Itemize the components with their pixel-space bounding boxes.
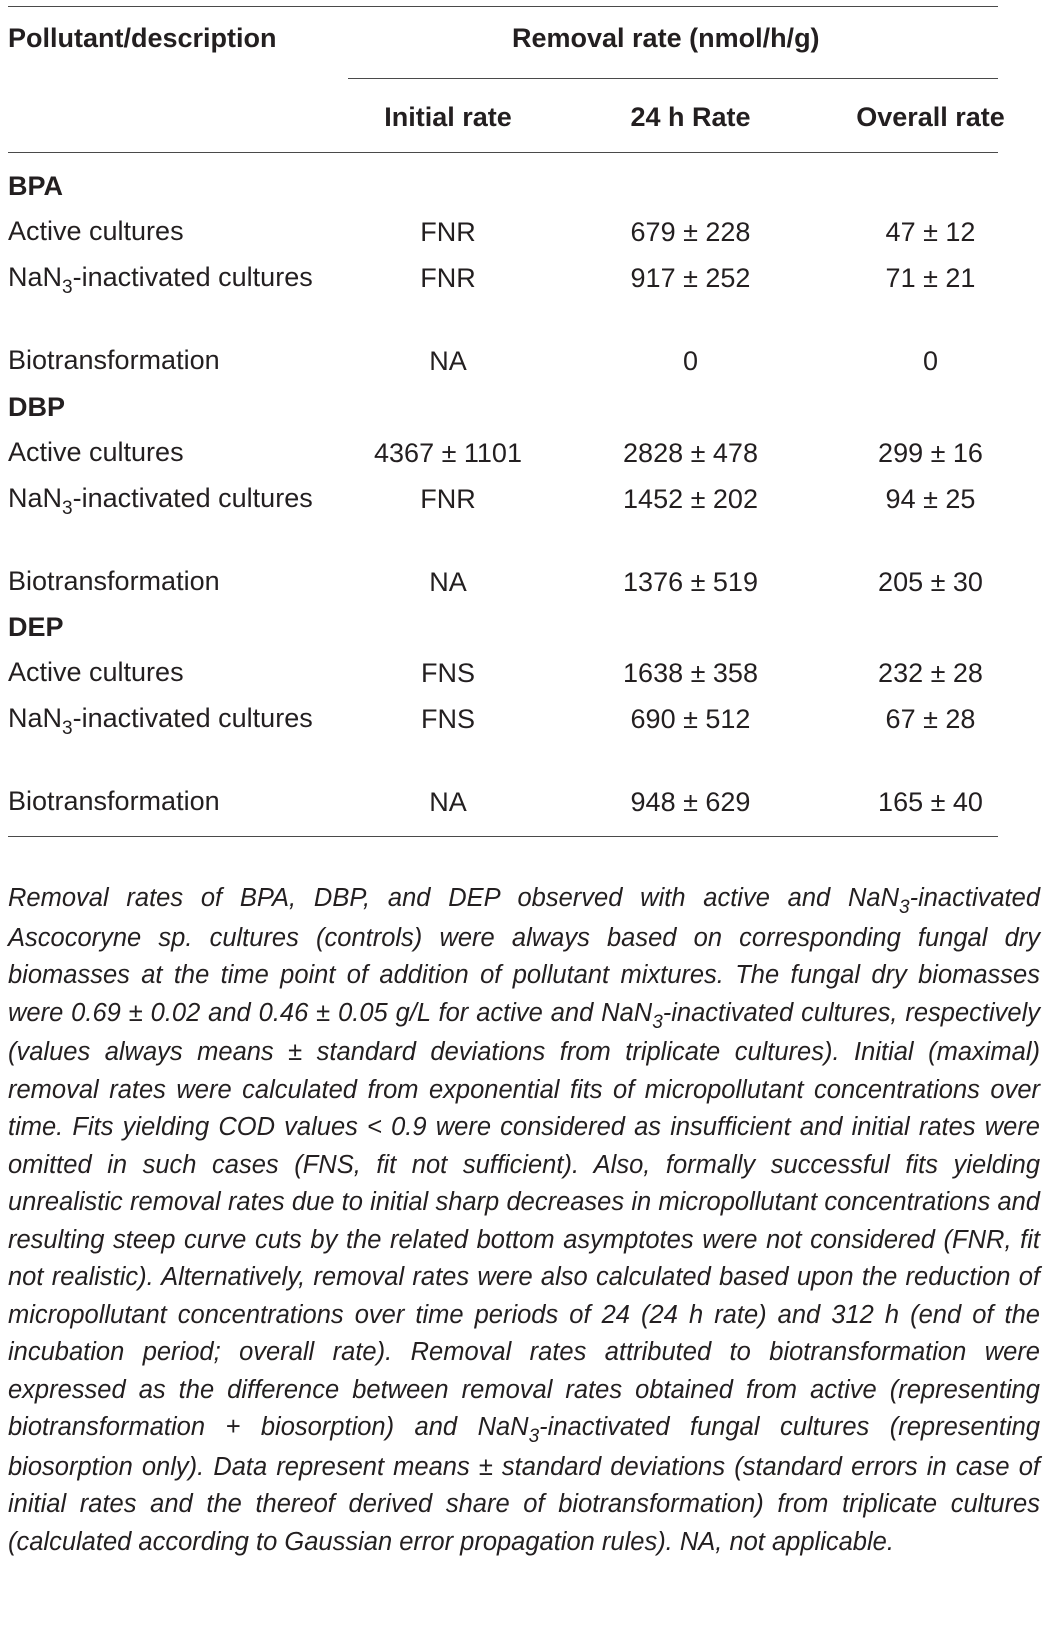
table-top-rule	[8, 6, 998, 7]
row-label: Biotransformation	[8, 566, 220, 596]
rate-24h-value: 690 ± 512	[630, 704, 751, 734]
group-row-bpa	[8, 166, 1038, 206]
initial-rate-value: NA	[429, 567, 467, 597]
overall-rate-value: 205 ± 30	[878, 567, 983, 597]
rate-24h-value: 1638 ± 358	[623, 658, 758, 688]
row-label: NaN$_3$-inactivated cultures	[8, 262, 313, 298]
initial-rate-value: FNR	[420, 263, 476, 293]
overall-rate-value: 232 ± 28	[878, 658, 983, 688]
table-row	[8, 562, 1038, 602]
rate-24h-value: 679 ± 228	[630, 217, 751, 247]
table-row	[8, 433, 1038, 473]
group-row-dbp	[8, 387, 1038, 427]
header-bottom-rule	[8, 152, 998, 153]
rate-24h-value: 0	[682, 346, 699, 376]
row-label: Active cultures	[8, 437, 184, 467]
rate-24h-value: 948 ± 629	[630, 787, 751, 817]
initial-rate-value: FNS	[421, 658, 475, 688]
column-header-pollutant: Pollutant/description	[8, 23, 277, 53]
group-label: DBP	[8, 392, 66, 422]
group-row-dep	[8, 607, 1038, 647]
initial-rate-value: FNR	[420, 484, 476, 514]
overall-rate-value: 0	[922, 346, 939, 376]
column-header-24h-rate: 24 h Rate	[630, 102, 751, 132]
overall-rate-value: 165 ± 40	[878, 787, 983, 817]
group-label: DEP	[8, 612, 64, 642]
rate-24h-value: 1376 ± 519	[623, 567, 758, 597]
table-row	[8, 258, 1038, 338]
rate-24h-value: 2828 ± 478	[623, 438, 758, 468]
overall-rate-value: 94 ± 25	[885, 484, 976, 514]
table-row	[8, 699, 1038, 779]
overall-rate-value: 67 ± 28	[885, 704, 976, 734]
table-row	[8, 341, 1038, 381]
table-bottom-rule	[8, 836, 998, 837]
row-label: Biotransformation	[8, 345, 220, 375]
column-header-initial-rate: Initial rate	[384, 102, 512, 132]
table-row	[8, 782, 1038, 822]
initial-rate-value: NA	[429, 787, 467, 817]
table-footnote: Removal rates of BPA, DBP, and DEP observed with active and NaN$_3$-inactivated Ascocoryne sp. cultures (controls) were always based on corresponding fungal dry biomasses at the time point of addition of pollutant mixtures. The fungal dry biomasses were 0.69 ± 0.02 and 0.46 ± 0.05 g/L for active and NaN$_3$-inactivated cultures, respectively (values always means ± standard deviations from triplicate cultures). Initial (maximal) removal rates were calculated from exponential fits of micropollutant concentrations over time. Fits yielding COD values < 0.9 were considered as insufficient and initial rates were omitted in such cases (FNS, fit not sufficient). Also, formally successful fits yielding unrealistic removal rates due to initial sharp decreases in micropollutant concentrations and resulting steep curve cuts by the related bottom asymptotes were not considered (FNR, fit not realistic). Alternatively, removal rates were also calculated based upon the reduction of micropollutant concentrations over time periods of 24 (24 h rate) and 312 h (end of the incubation period; overall rate). Removal rates attributed to biotransformation were expressed as the difference between removal rates obtained from active (representing biotransformation + biosorption) and NaN$_3$-inactivated fungal cultures (representing biosorption only). Data represent means ± standard deviations (standard errors in case of initial rates and the thereof derived share of biotransformation) from triplicate cultures (calculated according to Gaussian error propagation rules). NA, not applicable.	[8, 884, 1040, 1556]
initial-rate-value: FNS	[421, 704, 475, 734]
row-label: NaN$_3$-inactivated cultures	[8, 703, 313, 739]
overall-rate-value: 299 ± 16	[878, 438, 983, 468]
row-label: Biotransformation	[8, 786, 220, 816]
overall-rate-value: 47 ± 12	[885, 217, 976, 247]
group-header-rule	[348, 78, 998, 79]
row-label: NaN$_3$-inactivated cultures	[8, 483, 313, 519]
table-row	[8, 653, 1038, 693]
column-group-header-removal-rate: Removal rate (nmol/h/g)	[512, 23, 820, 53]
rate-24h-value: 1452 ± 202	[623, 484, 758, 514]
initial-rate-value: FNR	[420, 217, 476, 247]
table-row	[8, 212, 1038, 252]
initial-rate-value: 4367 ± 1101	[374, 438, 522, 468]
rate-24h-value: 917 ± 252	[630, 263, 751, 293]
initial-rate-value: NA	[429, 346, 467, 376]
overall-rate-value: 71 ± 21	[885, 263, 976, 293]
group-label: BPA	[8, 171, 64, 201]
column-header-overall-rate: Overall rate	[856, 102, 1005, 132]
table-row	[8, 479, 1038, 559]
row-label: Active cultures	[8, 657, 184, 687]
row-label: Active cultures	[8, 216, 184, 246]
